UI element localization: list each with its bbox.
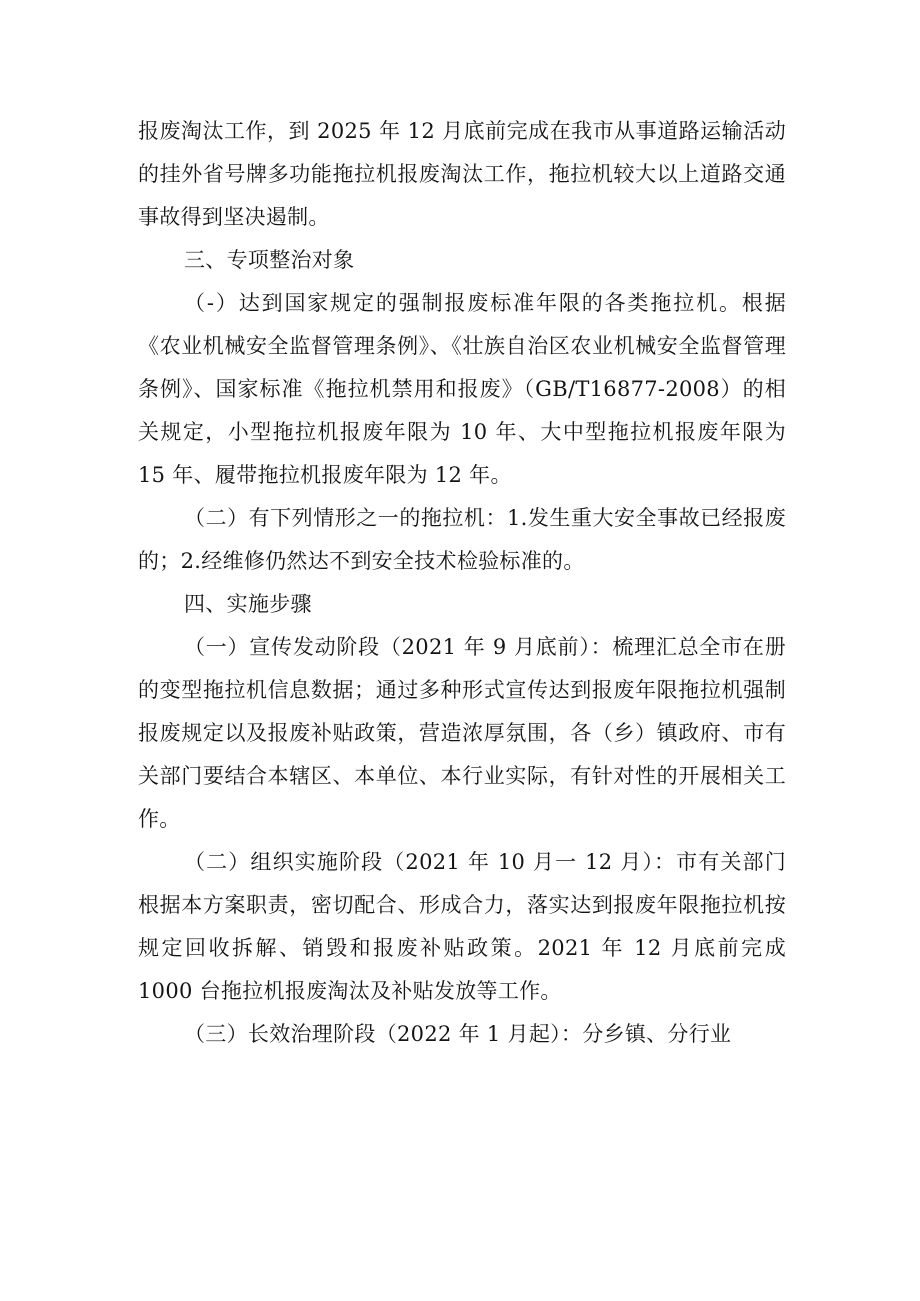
paragraph-step-3: （三）长效治理阶段（2022 年 1 月起）：分乡镇、分行业 bbox=[184, 1022, 732, 1046]
paragraph-target-2: （二）有下列情形之一的拖拉机：1.发生重大安全事故已经报废的；2.经维修仍然达不到安全技术检验标准的。 bbox=[138, 506, 786, 573]
paragraph-step-2: （二）组织实施阶段（2021 年 10 月一 12 月）：市有关部门根据本方案职责，密切配合、形成合力，落实达到报废年限拖拉机按规定回收拆解、销毁和报废补贴政策。2021 年 12 月底前完成 1000 台拖拉机报废淘汰及补贴发放等工作。 bbox=[138, 850, 786, 1003]
section-heading-targets: 三、专项整治对象 bbox=[184, 248, 355, 272]
section-heading-steps: 四、实施步骤 bbox=[184, 592, 312, 616]
document-body bbox=[138, 110, 786, 1056]
paragraph-goal-continuation: 报废淘汰工作，到 2025 年 12 月底前完成在我市从事道路运输活动的挂外省号牌多功能拖拉机报废淘汰工作，拖拉机较大以上道路交通事故得到坚决遏制。 bbox=[138, 119, 786, 229]
paragraph-step-1: （一）宣传发动阶段（2021 年 9 月底前）：梳理汇总全市在册的变型拖拉机信息数据；通过多种形式宣传达到报废年限拖拉机强制报废规定以及报废补贴政策，营造浓厚氛围，各（乡）镇政府、市有关部门要结合本辖区、本单位、本行业实际，有针对性的开展相关工作。 bbox=[138, 635, 786, 831]
paragraph-target-1: （-）达到国家规定的强制报废标准年限的各类拖拉机。根据《农业机械安全监督管理条例》、《壮族自治区农业机械安全监督管理条例》、国家标准《拖拉机禁用和报废》（GB/T16877-2008）的相关规定，小型拖拉机报废年限为 10 年、大中型拖拉机报废年限为 15 年、履带拖拉机报废年限为 12 年。 bbox=[138, 291, 786, 487]
